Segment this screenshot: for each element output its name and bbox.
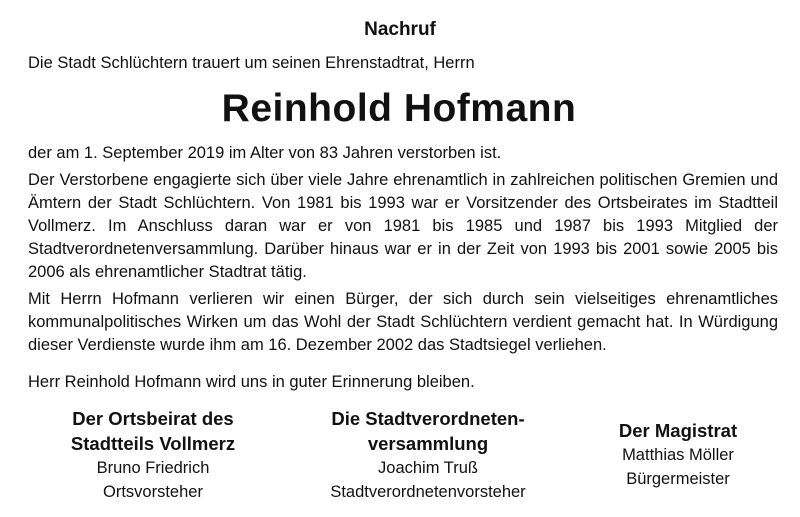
signature-person: Joachim Truß <box>378 459 478 477</box>
signature-role: Stadtverordnetenvorsteher <box>330 483 526 501</box>
career-paragraph: Der Verstorbene engagierte sich über viele Jahre ehrenamtlich in zahlreichen politischen Gremien und Ämtern der Stadt Schlüchtern. Von 1981 bis 1993 war er Vorsitzender des Ortsbeirates im Stadtteil Vollmerz. Im Anschluss daran war er von 1981 bis 1985 und 1987 bis 1993 Mitglied der Stadtverordnetenversammlung. Darüber hinaus war er in der Zeit von 1993 bis 2001 sowie 2005 bis 2006 als ehrenamtlicher Stadtrat tätig. <box>28 171 778 281</box>
signature-block <box>28 406 778 504</box>
obituary-body <box>28 142 778 394</box>
signature-org-line: Der Ortsbeirat des <box>72 408 234 429</box>
death-date-line: der am 1. September 2019 im Alter von 83 Jahren verstorben ist. <box>28 144 502 162</box>
closing-line: Herr Reinhold Hofmann wird uns in guter Erinnerung bleiben. <box>28 373 475 391</box>
signature-role: Ortsvorsteher <box>103 483 203 501</box>
signature-ortsbeirat <box>28 406 278 504</box>
tribute-paragraph: Mit Herrn Hofmann verlieren wir einen Bürger, der sich durch sein vielseitiges ehrenamtliches kommunalpolitisches Wirken um das Wohl der Stadt Schlüchtern verdient gemacht hat. In Würdigung dieser Verdienste wurde ihm am 16. Dezember 2002 das Stadtsiegel verliehen. <box>28 290 778 354</box>
signature-org-line: versammlung <box>367 433 489 454</box>
signature-org-line: Stadtteils Vollmerz <box>70 433 236 454</box>
signature-magistrat <box>578 406 778 504</box>
deceased-name: Reinhold Hofmann <box>221 87 577 130</box>
signature-stadtverordnetenversammlung <box>298 406 558 504</box>
signature-person: Matthias Möller <box>622 446 734 464</box>
signature-org-line: Die Stadtverordneten- <box>331 408 525 429</box>
signature-org-line: Der Magistrat <box>618 420 738 441</box>
notice-heading: Nachruf <box>364 19 436 40</box>
signature-role: Bürgermeister <box>626 470 730 488</box>
signature-person: Bruno Friedrich <box>96 459 210 477</box>
intro-line: Die Stadt Schlüchtern trauert um seinen Ehrenstadtrat, Herrn <box>28 54 475 72</box>
